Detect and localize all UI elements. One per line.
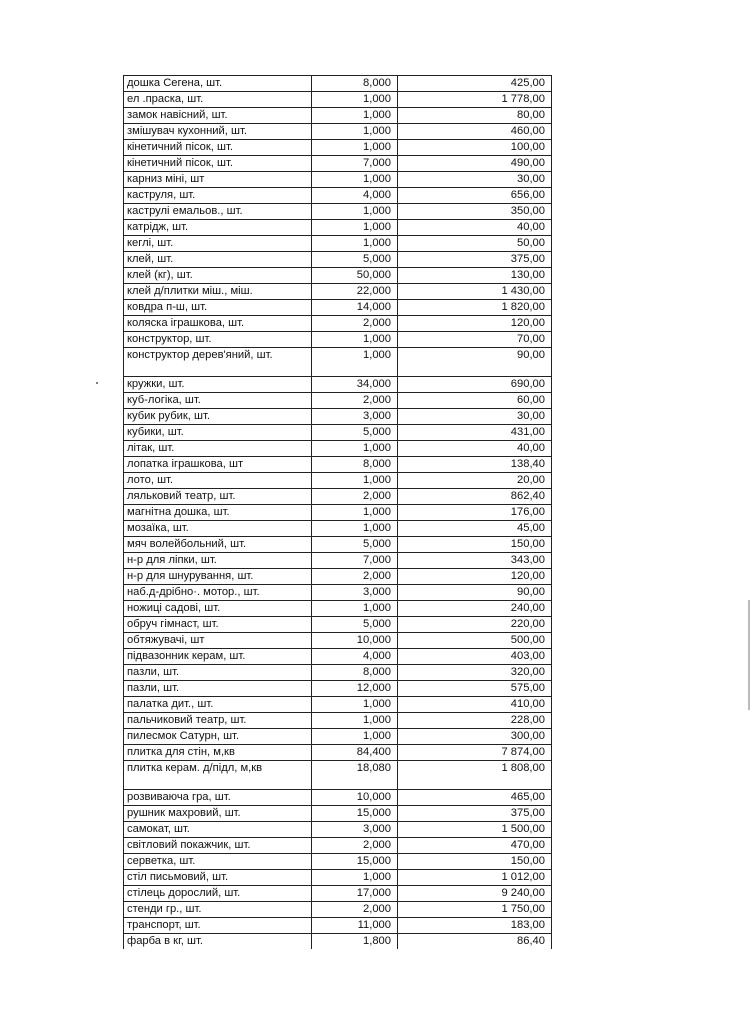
item-name-cell: пазли, шт. — [124, 681, 312, 697]
amount-cell: 300,00 — [398, 729, 552, 745]
table-row — [124, 886, 552, 902]
item-name-cell: стілець дорослий, шт. — [124, 886, 312, 902]
quantity-cell: 8,000 — [312, 457, 398, 473]
item-name-cell: пальчиковий театр, шт. — [124, 713, 312, 729]
item-name-cell: стенди гр., шт. — [124, 902, 312, 918]
item-name-cell: н-р для ліпки, шт. — [124, 553, 312, 569]
item-name-cell: плитка для стін, м,кв — [124, 745, 312, 761]
inventory-table — [123, 75, 552, 949]
amount-cell: 40,00 — [398, 220, 552, 236]
table-row — [124, 124, 552, 140]
amount-cell: 410,00 — [398, 697, 552, 713]
table-row — [124, 156, 552, 172]
quantity-cell: 3,000 — [312, 822, 398, 838]
inventory-table-body — [124, 76, 552, 950]
item-name-cell: плитка керам. д/підл, м,кв — [124, 761, 312, 790]
quantity-cell: 4,000 — [312, 188, 398, 204]
table-row — [124, 505, 552, 521]
table-row — [124, 934, 552, 950]
amount-cell: 350,00 — [398, 204, 552, 220]
table-row — [124, 870, 552, 886]
item-name-cell: фарба в кг, шт. — [124, 934, 312, 950]
quantity-cell: 3,000 — [312, 585, 398, 601]
amount-cell: 1 750,00 — [398, 902, 552, 918]
item-name-cell: конструктор дерев'яний, шт. — [124, 348, 312, 377]
amount-cell: 120,00 — [398, 569, 552, 585]
table-row — [124, 300, 552, 316]
quantity-cell: 2,000 — [312, 902, 398, 918]
amount-cell: 1 808,00 — [398, 761, 552, 790]
quantity-cell: 5,000 — [312, 425, 398, 441]
table-row — [124, 521, 552, 537]
amount-cell: 375,00 — [398, 806, 552, 822]
item-name-cell: мяч волейбольний, шт. — [124, 537, 312, 553]
quantity-cell: 1,000 — [312, 601, 398, 617]
item-name-cell: наб.д-дрібно·. мотор., шт. — [124, 585, 312, 601]
quantity-cell: 5,000 — [312, 617, 398, 633]
item-name-cell: транспорт, шт. — [124, 918, 312, 934]
table-row — [124, 838, 552, 854]
item-name-cell: карниз міні, шт — [124, 172, 312, 188]
table-row — [124, 188, 552, 204]
table-row — [124, 745, 552, 761]
item-name-cell: серветка, шт. — [124, 854, 312, 870]
amount-cell: 490,00 — [398, 156, 552, 172]
amount-cell: 240,00 — [398, 601, 552, 617]
item-name-cell: кубик рубик, шт. — [124, 409, 312, 425]
quantity-cell: 5,000 — [312, 537, 398, 553]
item-name-cell: кеглі, шт. — [124, 236, 312, 252]
quantity-cell: 8,000 — [312, 76, 398, 92]
amount-cell: 1 778,00 — [398, 92, 552, 108]
quantity-cell: 1,000 — [312, 172, 398, 188]
item-name-cell: підвазонник керам, шт. — [124, 649, 312, 665]
table-row — [124, 252, 552, 268]
quantity-cell: 84,400 — [312, 745, 398, 761]
item-name-cell: катрідж, шт. — [124, 220, 312, 236]
item-name-cell: каструля, шт. — [124, 188, 312, 204]
item-name-cell: самокат, шт. — [124, 822, 312, 838]
quantity-cell: 1,000 — [312, 697, 398, 713]
table-row — [124, 601, 552, 617]
quantity-cell: 22,000 — [312, 284, 398, 300]
amount-cell: 20,00 — [398, 473, 552, 489]
quantity-cell: 4,000 — [312, 649, 398, 665]
table-row — [124, 854, 552, 870]
table-row — [124, 220, 552, 236]
quantity-cell: 1,000 — [312, 729, 398, 745]
table-row — [124, 108, 552, 124]
quantity-cell: 1,800 — [312, 934, 398, 950]
table-row — [124, 918, 552, 934]
item-name-cell: мозаїка, шт. — [124, 521, 312, 537]
quantity-cell: 12,000 — [312, 681, 398, 697]
item-name-cell: ляльковий театр, шт. — [124, 489, 312, 505]
item-name-cell: лото, шт. — [124, 473, 312, 489]
amount-cell: 40,00 — [398, 441, 552, 457]
quantity-cell: 11,000 — [312, 918, 398, 934]
table-row — [124, 425, 552, 441]
amount-cell: 862,40 — [398, 489, 552, 505]
table-row — [124, 268, 552, 284]
quantity-cell: 17,000 — [312, 886, 398, 902]
amount-cell: 1 012,00 — [398, 870, 552, 886]
amount-cell: 1 500,00 — [398, 822, 552, 838]
amount-cell: 460,00 — [398, 124, 552, 140]
amount-cell: 138,40 — [398, 457, 552, 473]
item-name-cell: змішувач кухонний, шт. — [124, 124, 312, 140]
table-row — [124, 204, 552, 220]
table-row — [124, 537, 552, 553]
table-row — [124, 617, 552, 633]
table-row — [124, 409, 552, 425]
quantity-cell: 1,000 — [312, 108, 398, 124]
scan-edge-mark — [748, 600, 750, 710]
amount-cell: 80,00 — [398, 108, 552, 124]
quantity-cell: 7,000 — [312, 156, 398, 172]
amount-cell: 690,00 — [398, 377, 552, 393]
amount-cell: 130,00 — [398, 268, 552, 284]
quantity-cell: 1,000 — [312, 124, 398, 140]
quantity-cell: 2,000 — [312, 393, 398, 409]
quantity-cell: 1,000 — [312, 473, 398, 489]
amount-cell: 575,00 — [398, 681, 552, 697]
item-name-cell: н-р для шнурування, шт. — [124, 569, 312, 585]
quantity-cell: 10,000 — [312, 633, 398, 649]
quantity-cell: 50,000 — [312, 268, 398, 284]
amount-cell: 1 430,00 — [398, 284, 552, 300]
amount-cell: 150,00 — [398, 854, 552, 870]
amount-cell: 90,00 — [398, 348, 552, 377]
quantity-cell: 18,080 — [312, 761, 398, 790]
quantity-cell: 15,000 — [312, 806, 398, 822]
item-name-cell: лопатка іграшкова, шт — [124, 457, 312, 473]
table-row — [124, 569, 552, 585]
item-name-cell: клей, шт. — [124, 252, 312, 268]
quantity-cell: 1,000 — [312, 220, 398, 236]
amount-cell: 45,00 — [398, 521, 552, 537]
quantity-cell: 2,000 — [312, 569, 398, 585]
amount-cell: 431,00 — [398, 425, 552, 441]
item-name-cell: каструлі емальов., шт. — [124, 204, 312, 220]
table-row — [124, 665, 552, 681]
amount-cell: 70,00 — [398, 332, 552, 348]
table-row — [124, 713, 552, 729]
amount-cell: 183,00 — [398, 918, 552, 934]
item-name-cell: світловий покажчик, шт. — [124, 838, 312, 854]
item-name-cell: коляска іграшкова, шт. — [124, 316, 312, 332]
quantity-cell: 34,000 — [312, 377, 398, 393]
quantity-cell: 1,000 — [312, 441, 398, 457]
quantity-cell: 1,000 — [312, 204, 398, 220]
amount-cell: 176,00 — [398, 505, 552, 521]
quantity-cell: 1,000 — [312, 348, 398, 377]
table-row — [124, 729, 552, 745]
amount-cell: 150,00 — [398, 537, 552, 553]
item-name-cell: клей (кг), шт. — [124, 268, 312, 284]
table-row — [124, 681, 552, 697]
table-row — [124, 761, 552, 790]
amount-cell: 50,00 — [398, 236, 552, 252]
amount-cell: 500,00 — [398, 633, 552, 649]
item-name-cell: ножиці садові, шт. — [124, 601, 312, 617]
amount-cell: 403,00 — [398, 649, 552, 665]
amount-cell: 228,00 — [398, 713, 552, 729]
table-row — [124, 236, 552, 252]
amount-cell: 465,00 — [398, 790, 552, 806]
amount-cell: 86,40 — [398, 934, 552, 950]
table-row — [124, 902, 552, 918]
amount-cell: 375,00 — [398, 252, 552, 268]
scan-speck — [96, 382, 98, 384]
item-name-cell: магнітна дошка, шт. — [124, 505, 312, 521]
table-row — [124, 316, 552, 332]
table-row — [124, 697, 552, 713]
amount-cell: 470,00 — [398, 838, 552, 854]
item-name-cell: замок навісний, шт. — [124, 108, 312, 124]
table-row — [124, 92, 552, 108]
quantity-cell: 1,000 — [312, 505, 398, 521]
item-name-cell: літак, шт. — [124, 441, 312, 457]
quantity-cell: 1,000 — [312, 236, 398, 252]
item-name-cell: обтяжувачі, шт — [124, 633, 312, 649]
table-row — [124, 457, 552, 473]
item-name-cell: кружки, шт. — [124, 377, 312, 393]
amount-cell: 7 874,00 — [398, 745, 552, 761]
item-name-cell: ковдра п-ш, шт. — [124, 300, 312, 316]
table-row — [124, 172, 552, 188]
table-row — [124, 332, 552, 348]
table-row — [124, 393, 552, 409]
quantity-cell: 8,000 — [312, 665, 398, 681]
quantity-cell: 14,000 — [312, 300, 398, 316]
item-name-cell: кінетичний пісок, шт. — [124, 140, 312, 156]
amount-cell: 120,00 — [398, 316, 552, 332]
item-name-cell: кубики, шт. — [124, 425, 312, 441]
quantity-cell: 2,000 — [312, 489, 398, 505]
amount-cell: 220,00 — [398, 617, 552, 633]
table-row — [124, 348, 552, 377]
item-name-cell: куб-логіка, шт. — [124, 393, 312, 409]
quantity-cell: 1,000 — [312, 870, 398, 886]
item-name-cell: розвиваюча гра, шт. — [124, 790, 312, 806]
amount-cell: 1 820,00 — [398, 300, 552, 316]
amount-cell: 90,00 — [398, 585, 552, 601]
table-row — [124, 377, 552, 393]
quantity-cell: 1,000 — [312, 140, 398, 156]
table-row — [124, 140, 552, 156]
quantity-cell: 2,000 — [312, 838, 398, 854]
amount-cell: 30,00 — [398, 172, 552, 188]
item-name-cell: пазли, шт. — [124, 665, 312, 681]
amount-cell: 320,00 — [398, 665, 552, 681]
amount-cell: 9 240,00 — [398, 886, 552, 902]
quantity-cell: 7,000 — [312, 553, 398, 569]
quantity-cell: 3,000 — [312, 409, 398, 425]
quantity-cell: 1,000 — [312, 713, 398, 729]
table-row — [124, 790, 552, 806]
amount-cell: 60,00 — [398, 393, 552, 409]
table-row — [124, 553, 552, 569]
amount-cell: 343,00 — [398, 553, 552, 569]
item-name-cell: кінетичний пісок, шт. — [124, 156, 312, 172]
table-row — [124, 806, 552, 822]
item-name-cell: стіл письмовий, шт. — [124, 870, 312, 886]
item-name-cell: палатка дит., шт. — [124, 697, 312, 713]
amount-cell: 656,00 — [398, 188, 552, 204]
table-row — [124, 441, 552, 457]
quantity-cell: 1,000 — [312, 332, 398, 348]
table-row — [124, 473, 552, 489]
quantity-cell: 15,000 — [312, 854, 398, 870]
item-name-cell: рушник махровий, шт. — [124, 806, 312, 822]
table-row — [124, 76, 552, 92]
quantity-cell: 5,000 — [312, 252, 398, 268]
item-name-cell: клей д/плитки міш., міш. — [124, 284, 312, 300]
table-row — [124, 585, 552, 601]
quantity-cell: 2,000 — [312, 316, 398, 332]
quantity-cell: 1,000 — [312, 92, 398, 108]
table-row — [124, 822, 552, 838]
amount-cell: 30,00 — [398, 409, 552, 425]
table-row — [124, 633, 552, 649]
item-name-cell: дошка Сегена, шт. — [124, 76, 312, 92]
amount-cell: 100,00 — [398, 140, 552, 156]
quantity-cell: 10,000 — [312, 790, 398, 806]
item-name-cell: ел .праска, шт. — [124, 92, 312, 108]
item-name-cell: обруч гімнаст, шт. — [124, 617, 312, 633]
item-name-cell: пилесмок Сатурн, шт. — [124, 729, 312, 745]
table-row — [124, 649, 552, 665]
quantity-cell: 1,000 — [312, 521, 398, 537]
item-name-cell: конструктор, шт. — [124, 332, 312, 348]
amount-cell: 425,00 — [398, 76, 552, 92]
table-row — [124, 489, 552, 505]
table-row — [124, 284, 552, 300]
